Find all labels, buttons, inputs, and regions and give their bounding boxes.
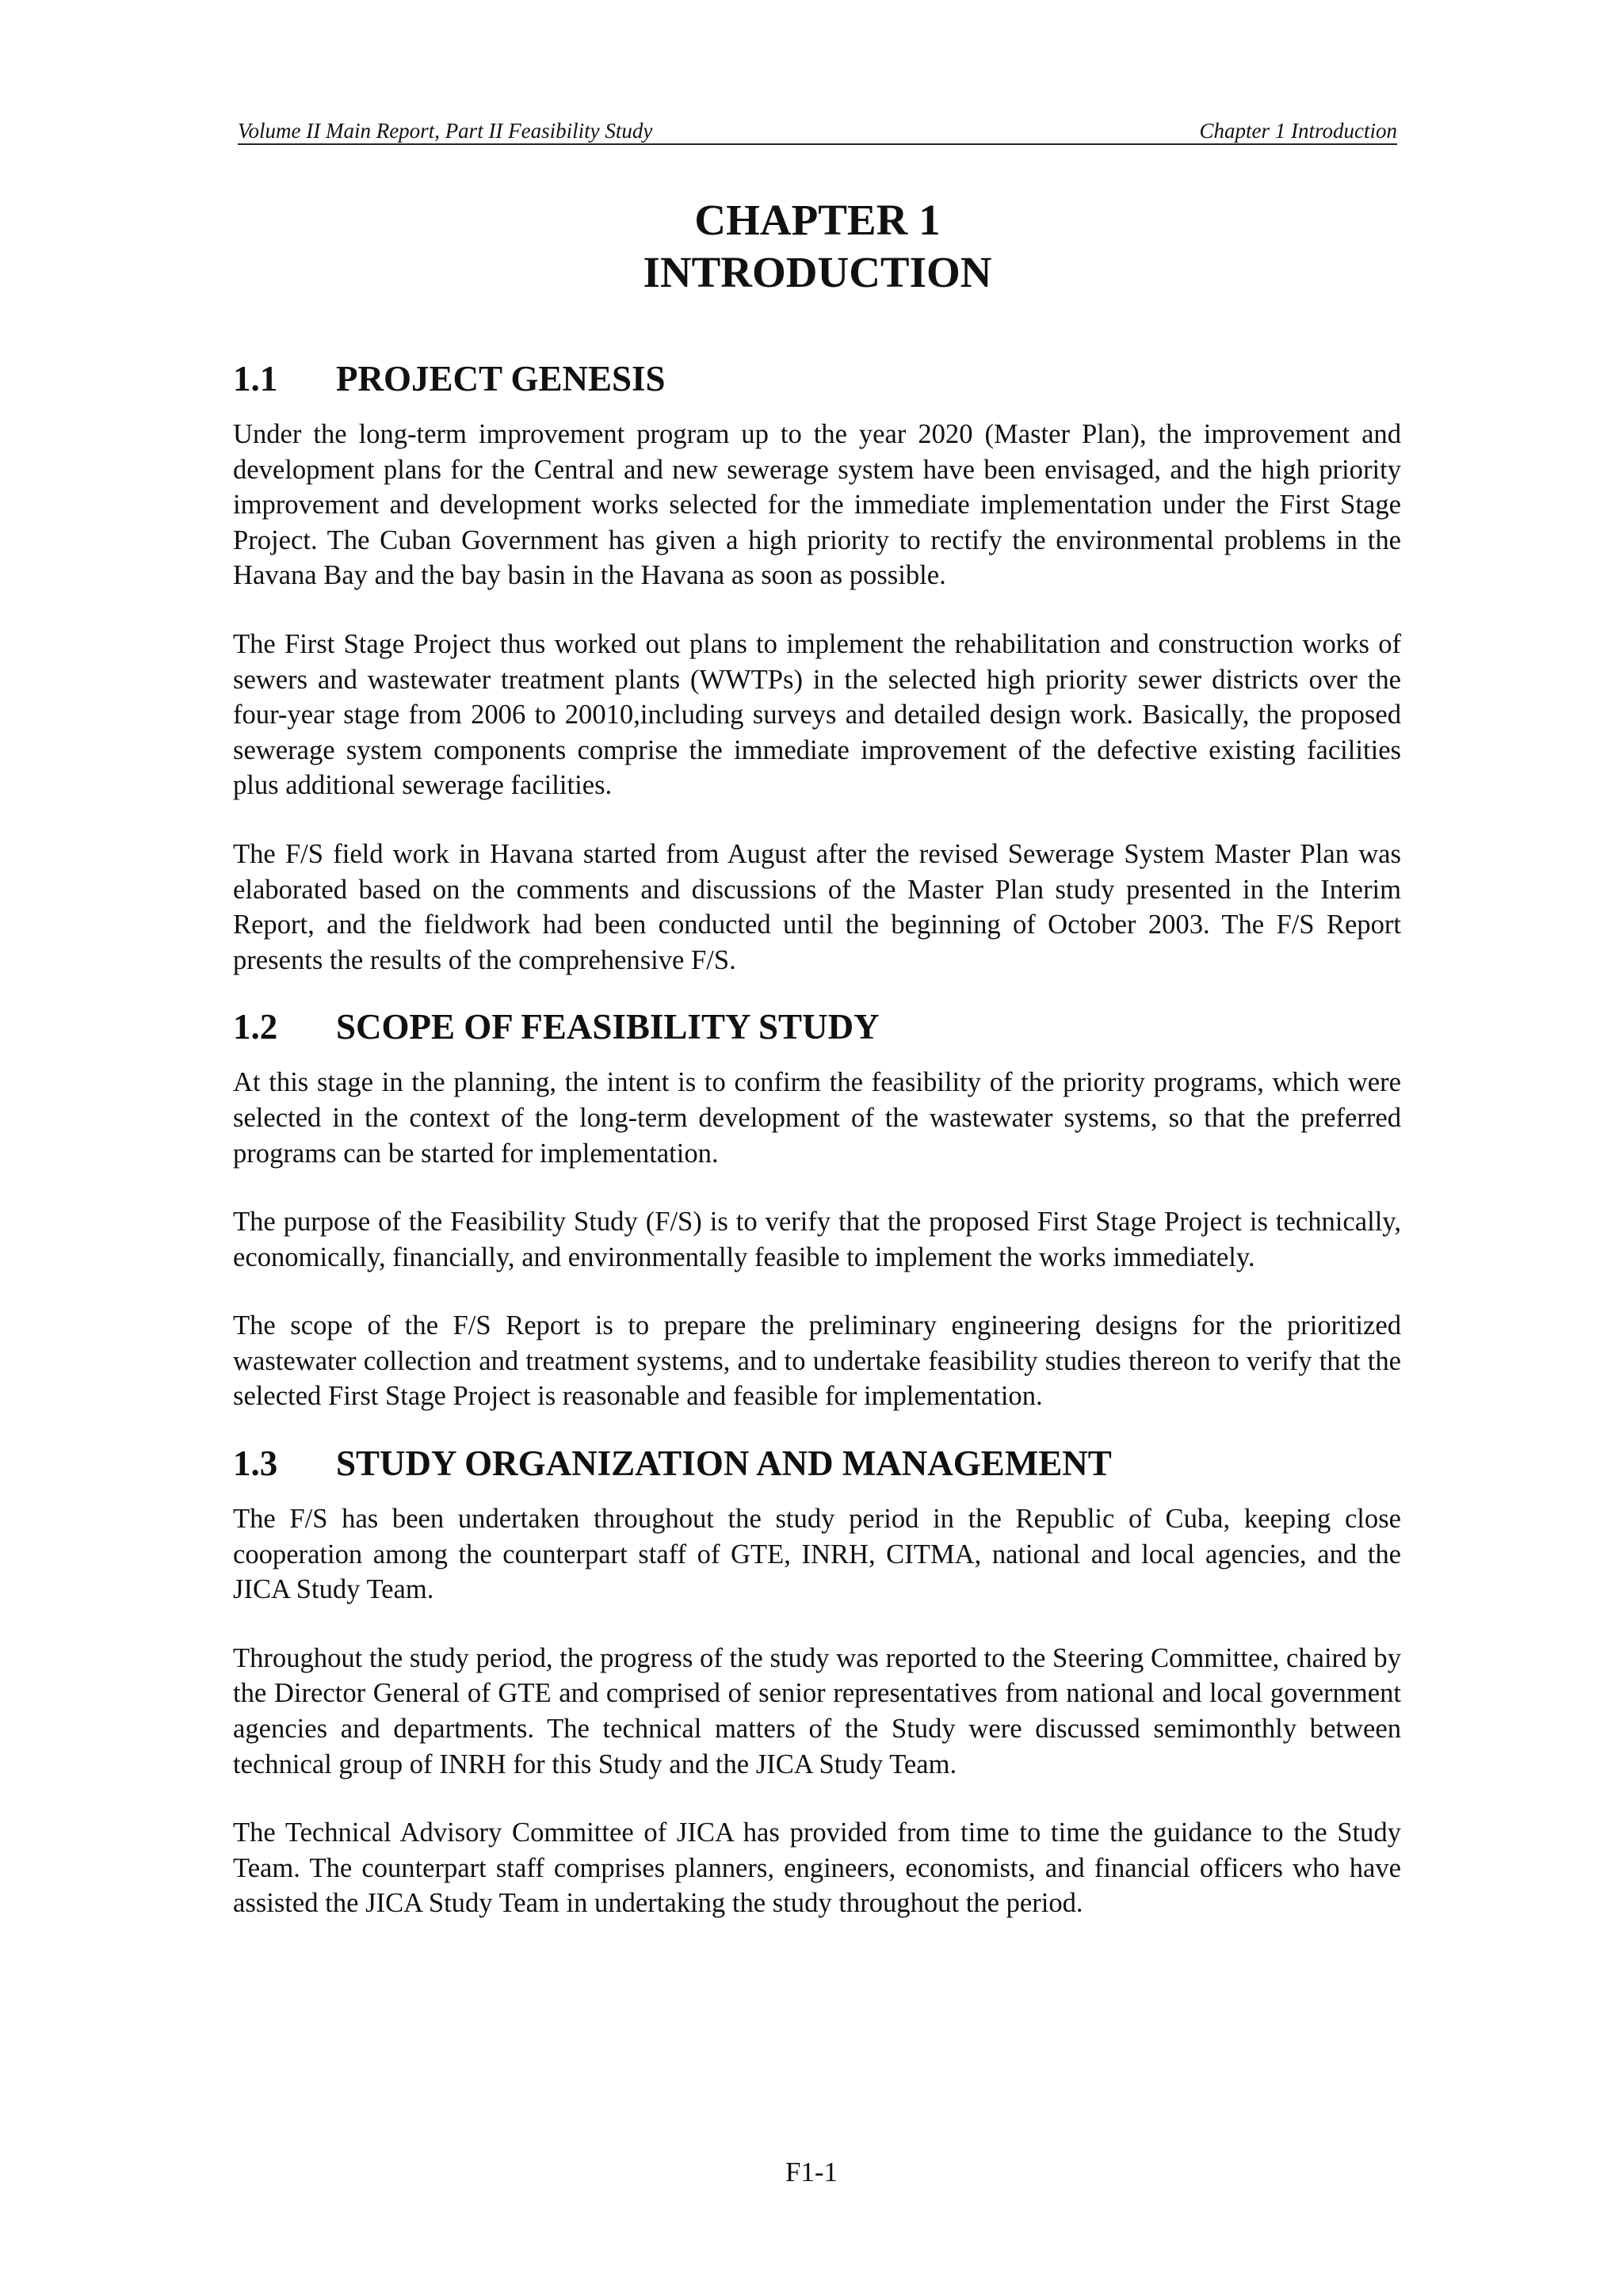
section-title: PROJECT GENESIS (336, 359, 666, 399)
chapter-name: INTRODUCTION (643, 248, 992, 296)
section-title: SCOPE OF FEASIBILITY STUDY (336, 1007, 880, 1047)
section-heading-1-3 (233, 1441, 1401, 1486)
paragraph: The Technical Advisory Committee of JICA has provided from time to time the guidance to the Study Team. The counterpart staff comprises planners, engineers, economists, and financial officers who have assisted the JICA Study Team in undertaking the study throughout the period. (233, 1817, 1401, 1919)
main-content (233, 357, 1401, 1921)
section-number: 1.1 (233, 359, 278, 399)
paragraph: The scope of the F/S Report is to prepare the preliminary engineering designs for the prioritized wastewater collection and treatment systems, and to undertake feasibility studies thereon to verify that the selected First Stage Project is reasonable and feasible for implementation. (233, 1310, 1401, 1412)
running-header-right: Chapter 1 Introduction (1199, 119, 1397, 143)
paragraph: The purpose of the Feasibility Study (F/S) is to verify that the proposed First Stage Project is technically, economically, financially, and environmentally feasible to implement the works immediately. (233, 1207, 1401, 1272)
paragraph: The F/S field work in Havana started from August after the revised Sewerage System Master Plan was elaborated based on the comments and discussions of the Master Plan study presented in the Interim Report, and the fieldwork had been conducted until the beginning of October 2003. The F/S Report presents the results of the comprehensive F/S. (233, 838, 1401, 975)
chapter-number: CHAPTER 1 (694, 196, 941, 244)
page-number: F1-1 (785, 2157, 838, 2187)
paragraph: The First Stage Project thus worked out plans to implement the rehabilitation and construction works of sewers and wastewater treatment plants (WWTPs) in the selected high priority sewer districts over the four-year stage from 2006 to 20010,including surveys and detailed design work. Basically, the proposed sewerage system components comprise the immediate improvement of the defective existing facilities plus additional sewerage facilities. (233, 628, 1401, 801)
section-number: 1.3 (233, 1444, 278, 1484)
paragraph: The F/S has been undertaken throughout the study period in the Republic of Cuba, keeping close cooperation among the counterpart staff of GTE, INRH, CITMA, national and local agencies, and the JICA Study Team. (233, 1504, 1401, 1605)
section-number: 1.2 (233, 1007, 278, 1047)
running-header (238, 115, 1397, 145)
paragraph: Throughout the study period, the progress of the study was reported to the Steering Committee, chaired by the Director General of GTE and comprised of senior representatives from national and local government agencies and departments. The technical matters of the Study were discussed semimonthly between technical group of INRH for this Study and the JICA Study Team. (233, 1642, 1401, 1779)
running-header-left: Volume II Main Report, Part II Feasibility Study (238, 119, 653, 143)
section-title: STUDY ORGANIZATION AND MANAGEMENT (336, 1444, 1112, 1484)
paragraph: Under the long-term improvement program up to the year 2020 (Master Plan), the improvement and development plans for the Central and new sewerage system have been envisaged, and the high priority improvement and development works selected for the immediate implementation under the First Stage Project. The Cuban Government has given a high priority to rectify the environmental problems in the Havana Bay and the bay basin in the Havana as soon as possible. (233, 419, 1401, 591)
chapter-title (238, 194, 1397, 299)
paragraph: At this stage in the planning, the intent is to confirm the feasibility of the priority programs, which were selected in the context of the long-term development of the wastewater systems, so that the preferred programs can be started for implementation. (233, 1067, 1401, 1169)
section-heading-1-2 (233, 1005, 1401, 1049)
section-heading-1-1 (233, 357, 1401, 401)
